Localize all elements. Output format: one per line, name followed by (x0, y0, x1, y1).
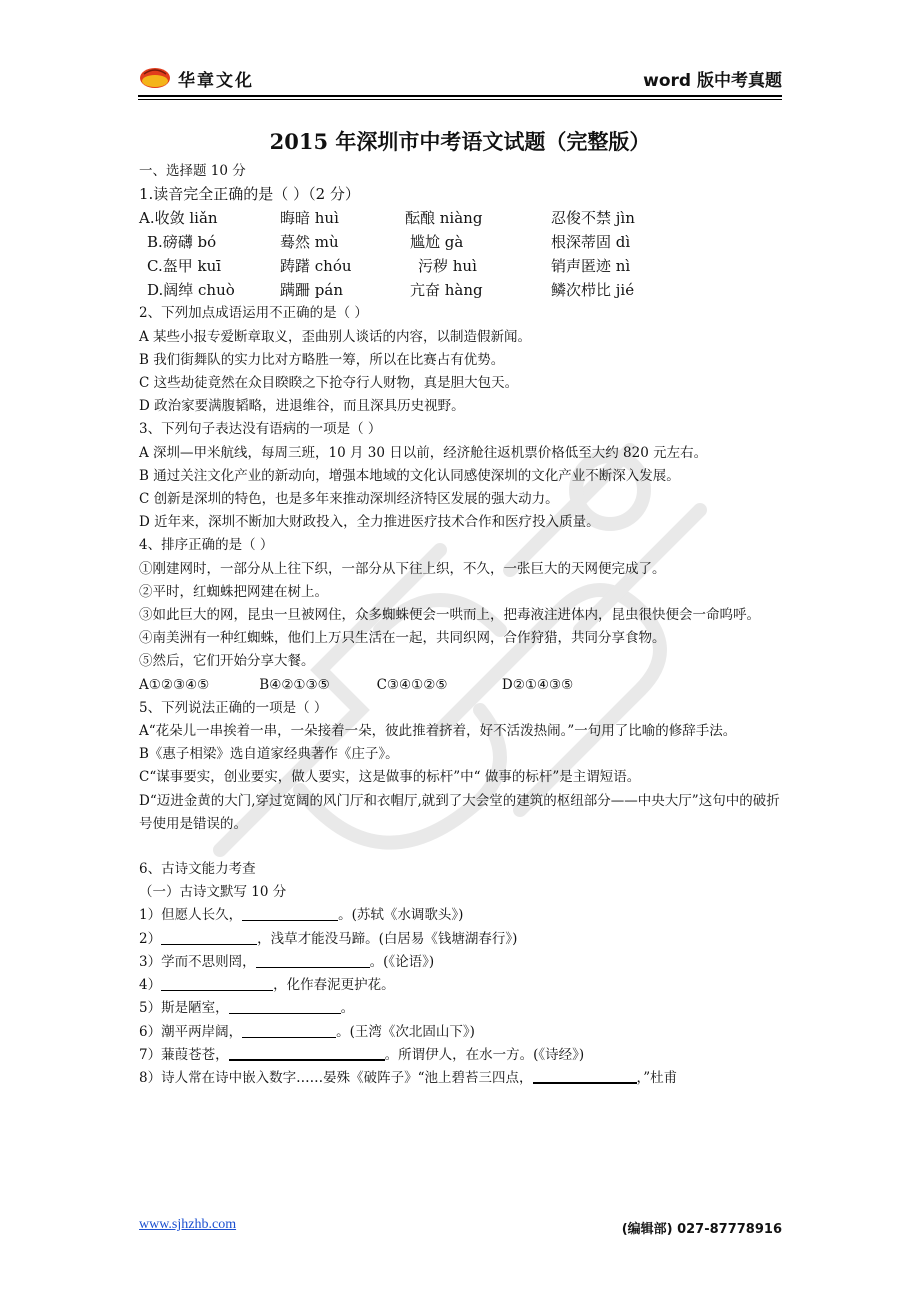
page-title: 2015 年深圳市中考语文试题（完整版） (269, 129, 651, 154)
question-6-subheading: （一）古诗文默写 10 分 (139, 884, 287, 901)
recitation-line (139, 997, 787, 1020)
recitation-suffix: 。(王湾《次北固山下》) (336, 1023, 475, 1040)
recitation-suffix: ，化作春泥更护花。 (273, 977, 395, 994)
section-heading: 一、选择题 10 分 (139, 163, 246, 179)
question-1-option-row (139, 230, 787, 254)
question-4-item: ⑤然后，它们开始分享大餐。 (139, 653, 315, 670)
option-text: 蓦然 mù (280, 233, 339, 252)
recitation-line (139, 928, 787, 951)
recitation-prefix: 5）斯是陋室， (139, 1000, 229, 1017)
question-4-choices (139, 674, 787, 697)
option-text: 销声匿迹 nì (551, 257, 631, 276)
option-text: 蹒跚 pán (280, 281, 343, 300)
recitation-suffix: 。(苏轼《水调歌头》) (338, 907, 464, 924)
recitation-prefix: 6）潮平两岸阔， (139, 1023, 243, 1040)
recitation-prefix: 1）但愿人长久， (139, 907, 243, 924)
option-text: 污秽 huì (418, 257, 477, 276)
question-3-option: A 深圳—甲米航线，每周三班，10 月 30 日以前，经济舱往返机票价格低至大约 820 元左右。 (139, 444, 708, 461)
option-text: A.收敛 liǎn (139, 209, 218, 228)
recitation-suffix: 。(《论语》) (369, 953, 435, 970)
question-1-option-row (139, 206, 787, 230)
brand-logo-icon (138, 64, 172, 90)
question-1-option-row (139, 278, 787, 302)
question-5-option: D“迈进金黄的大门,穿过宽阔的风门厅和衣帽厅,就到了大会堂的建筑的枢纽部分——中央大厅”这句中的破折号使用是错误的。 (139, 792, 780, 832)
question-3-option: B 通过关注文化产业的新动向，增强本地域的文化认同感使深圳的文化产业不断深入发展。 (139, 467, 680, 484)
header-divider (138, 95, 782, 97)
answer-blank[interactable] (229, 999, 341, 1014)
recitation-line (139, 1021, 787, 1044)
option-text: B.磅礴 bó (147, 233, 217, 252)
question-4-item: ①刚建网时，一部分从上往下织，一部分从下往上织，不久，一张巨大的天网便完成了。 (139, 560, 666, 577)
recitation-line (139, 951, 787, 974)
option-text: 尴尬 gà (410, 233, 464, 252)
recitation-prefix: 7）蒹葭苍苍， (139, 1046, 229, 1063)
question-2-stem: 2、下列加点成语运用不正确的是（ ） (139, 305, 368, 322)
question-2-option: A 某些小报专爱断章取义，歪曲别人谈话的内容，以制造假新闻。 (139, 328, 532, 345)
answer-blank[interactable] (229, 1045, 385, 1061)
answer-blank[interactable] (533, 1068, 637, 1084)
recitation-prefix: 4） (139, 977, 162, 994)
answer-blank[interactable] (242, 1023, 336, 1038)
recitation-line (139, 974, 787, 997)
header-divider-thin (138, 99, 782, 100)
question-2-option: D 政治家要满腹韬略，进退维谷，而且深具历史视野。 (139, 398, 465, 415)
question-1-option-row (139, 254, 787, 278)
question-1-stem: 1.读音完全正确的是（ ）（2 分） (139, 185, 360, 204)
option-text: 踌躇 chóu (280, 257, 352, 276)
footer-website-link[interactable]: www.sjhzhb.com (139, 1217, 237, 1232)
brand-name: 华章文化 (178, 71, 254, 91)
option-text: 忍俊不禁 jìn (551, 209, 635, 228)
page-header (138, 62, 782, 96)
choice-text: D②①④③⑤ (501, 676, 574, 693)
recitation-suffix: 。 (340, 1000, 355, 1017)
question-2-option: C 这些劫徒竟然在众目睽睽之下抢夺行人财物，真是胆大包天。 (139, 375, 519, 392)
header-doc-type: word 版中考真题 (643, 71, 782, 91)
recitation-prefix: 8）诗人常在诗中嵌入数字……晏殊《破阵子》“池上碧苔三四点， (139, 1069, 533, 1086)
question-3-option: D 近年来，深圳不断加大财政投入，全力推进医疗技术合作和医疗投入质量。 (139, 514, 600, 531)
answer-blank[interactable] (256, 953, 370, 968)
question-3-stem: 3、下列句子表达没有语病的一项是（ ） (139, 421, 382, 438)
choice-text: A①②③④⑤ (139, 676, 210, 693)
recitation-suffix: ，浅草才能没马蹄。(白居易《钱塘湖春行》) (257, 930, 518, 947)
question-4-stem: 4、排序正确的是（ ） (139, 537, 274, 554)
question-4-item: ②平时，红蜘蛛把网建在树上。 (139, 583, 328, 600)
option-text: D.阔绰 chuò (147, 281, 235, 300)
question-5-option: A“花朵儿一串挨着一串，一朵接着一朵，彼此推着挤着，好不活泼热闹。”一句用了比喻的修辞手法。 (139, 723, 737, 740)
answer-blank[interactable] (161, 930, 257, 945)
option-text: C.盔甲 kuī (147, 257, 222, 276)
question-5-stem: 5、下列说法正确的一项是（ ） (139, 699, 328, 716)
recitation-prefix: 2） (139, 930, 162, 947)
question-4-item: ④南美洲有一种红蜘蛛，他们上万只生活在一起，共同织网，合作狩猎，共同分享食物。 (139, 630, 666, 647)
question-4-item: ③如此巨大的网，昆虫一旦被网住，众多蜘蛛便会一哄而上，把毒液注进体内，昆虫很快便会一命呜呼。 (139, 607, 760, 624)
option-text: 晦暗 huì (280, 209, 339, 228)
option-text: 酝酿 niàng (405, 209, 483, 228)
choice-text: B④②①③⑤ (259, 676, 330, 693)
recitation-line (139, 1067, 787, 1090)
question-5-option: B《惠子相梁》选自道家经典著作《庄子》。 (139, 746, 399, 763)
recitation-prefix: 3）学而不思则罔， (139, 953, 256, 970)
question-2-option: B 我们街舞队的实力比对方略胜一筹，所以在比赛占有优势。 (139, 351, 505, 368)
answer-blank[interactable] (242, 906, 338, 921)
footer-phone: (编辑部) 027-87778916 (621, 1222, 782, 1237)
recitation-line (139, 904, 787, 927)
answer-blank[interactable] (161, 976, 273, 991)
question-5-option: C“谋事要实，创业要实，做人要实，这是做事的标杆”中“ 做事的标杆”是主谓短语。 (139, 769, 641, 786)
exam-content (139, 160, 787, 1090)
option-text: 鳞次栉比 jié (551, 281, 635, 300)
option-text: 亢奋 hàng (410, 281, 483, 300)
question-6-stem: 6、古诗文能力考查 (139, 861, 256, 878)
recitation-suffix: ，”杜甫 (636, 1069, 678, 1086)
option-text: 根深蒂固 dì (551, 233, 631, 252)
recitation-line (139, 1044, 787, 1067)
question-3-option: C 创新是深圳的特色，也是多年来推动深圳经济特区发展的强大动力。 (139, 491, 559, 508)
choice-text: C③④①②⑤ (376, 676, 448, 693)
recitation-suffix: 。所谓伊人，在水一方。(《诗经》) (384, 1046, 585, 1063)
